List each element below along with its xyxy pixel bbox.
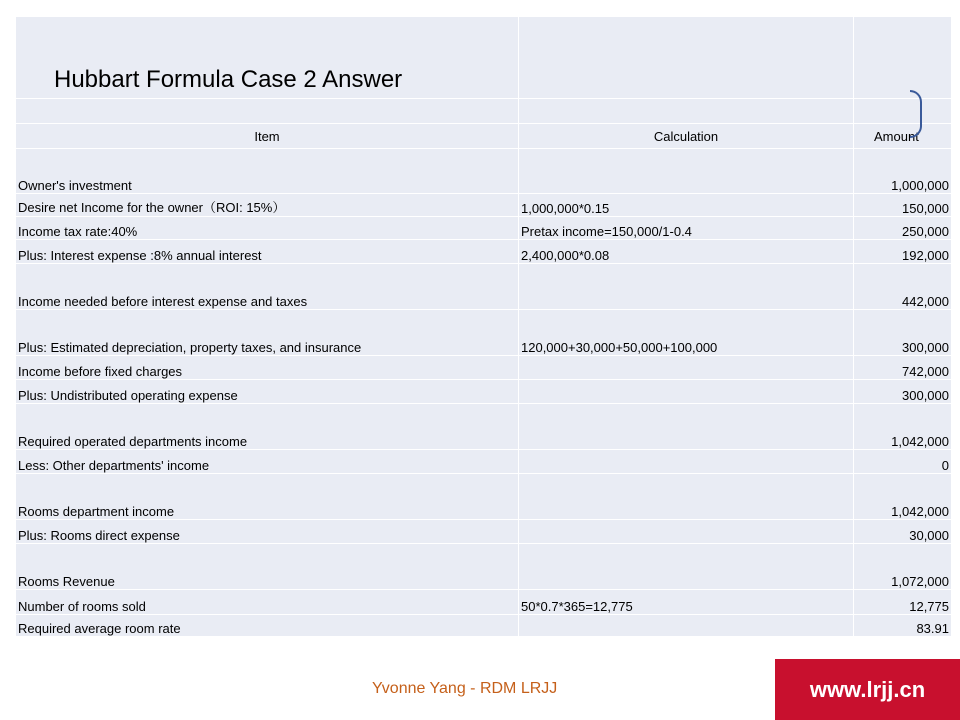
row-calc: 1,000,000*0.15 — [519, 194, 854, 217]
header-amount: Amount — [854, 124, 952, 149]
row-item: Less: Other departments' income — [16, 450, 519, 474]
table-row — [16, 194, 952, 217]
footer-site-label[interactable]: www.lrjj.cn — [809, 676, 926, 702]
row-item: Plus: Interest expense :8% annual interest — [16, 240, 519, 264]
table-row — [16, 590, 952, 615]
row-calc — [519, 544, 854, 590]
row-amount: 250,000 — [854, 217, 952, 240]
title-row — [16, 17, 952, 99]
row-item: Income needed before interest expense and taxes — [16, 264, 519, 310]
row-item: Rooms department income — [16, 474, 519, 520]
row-amount: 83.91 — [854, 615, 952, 637]
header-calculation: Calculation — [519, 124, 854, 149]
table-row — [16, 520, 952, 544]
emblem-icon — [910, 90, 922, 138]
table-row — [16, 474, 952, 520]
row-calc — [519, 520, 854, 544]
row-calc — [519, 450, 854, 474]
row-item: Plus: Estimated depreciation, property taxes, and insurance — [16, 310, 519, 356]
row-amount: 300,000 — [854, 380, 952, 404]
row-calc: Pretax income=150,000/1-0.4 — [519, 217, 854, 240]
row-amount: 1,042,000 — [854, 404, 952, 450]
row-amount: 1,000,000 — [854, 149, 952, 194]
row-item: Plus: Rooms direct expense — [16, 520, 519, 544]
row-amount: 300,000 — [854, 310, 952, 356]
row-calc: 2,400,000*0.08 — [519, 240, 854, 264]
table-row — [16, 380, 952, 404]
table-row — [16, 544, 952, 590]
row-calc — [519, 264, 854, 310]
row-item: Required operated departments income — [16, 404, 519, 450]
row-calc — [519, 474, 854, 520]
table-row — [16, 240, 952, 264]
row-amount: 192,000 — [854, 240, 952, 264]
footer-site-badge[interactable] — [775, 659, 960, 720]
footer-author: Yvonne Yang - RDM LRJJ — [372, 680, 558, 697]
row-calc: 120,000+30,000+50,000+100,000 — [519, 310, 854, 356]
table-row — [16, 149, 952, 194]
row-amount: 1,042,000 — [854, 474, 952, 520]
row-calc: 50*0.7*365=12,775 — [519, 590, 854, 615]
table-row — [16, 310, 952, 356]
table-row — [16, 450, 952, 474]
row-amount: 742,000 — [854, 356, 952, 380]
table-row — [16, 404, 952, 450]
row-amount: 30,000 — [854, 520, 952, 544]
row-item: Required average room rate — [16, 615, 519, 637]
row-amount: 1,072,000 — [854, 544, 952, 590]
hubbart-table — [15, 16, 952, 637]
row-calc — [519, 380, 854, 404]
row-calc — [519, 404, 854, 450]
slide-title: Hubbart Formula Case 2 Answer — [16, 17, 519, 99]
row-item: Income tax rate:40% — [16, 217, 519, 240]
row-amount: 12,775 — [854, 590, 952, 615]
row-item: Owner's investment — [16, 149, 519, 194]
table-row — [16, 615, 952, 637]
row-item: Rooms Revenue — [16, 544, 519, 590]
row-amount: 0 — [854, 450, 952, 474]
row-amount: 150,000 — [854, 194, 952, 217]
row-amount: 442,000 — [854, 264, 952, 310]
row-item: Number of rooms sold — [16, 590, 519, 615]
row-calc — [519, 356, 854, 380]
table-row — [16, 217, 952, 240]
table-row — [16, 264, 952, 310]
row-calc — [519, 615, 854, 637]
header-item: Item — [16, 124, 519, 149]
row-calc — [519, 149, 854, 194]
row-item: Plus: Undistributed operating expense — [16, 380, 519, 404]
header-row — [16, 124, 952, 149]
row-item: Desire net Income for the owner（ROI: 15%） — [16, 194, 519, 217]
row-item: Income before fixed charges — [16, 356, 519, 380]
table-row — [16, 356, 952, 380]
